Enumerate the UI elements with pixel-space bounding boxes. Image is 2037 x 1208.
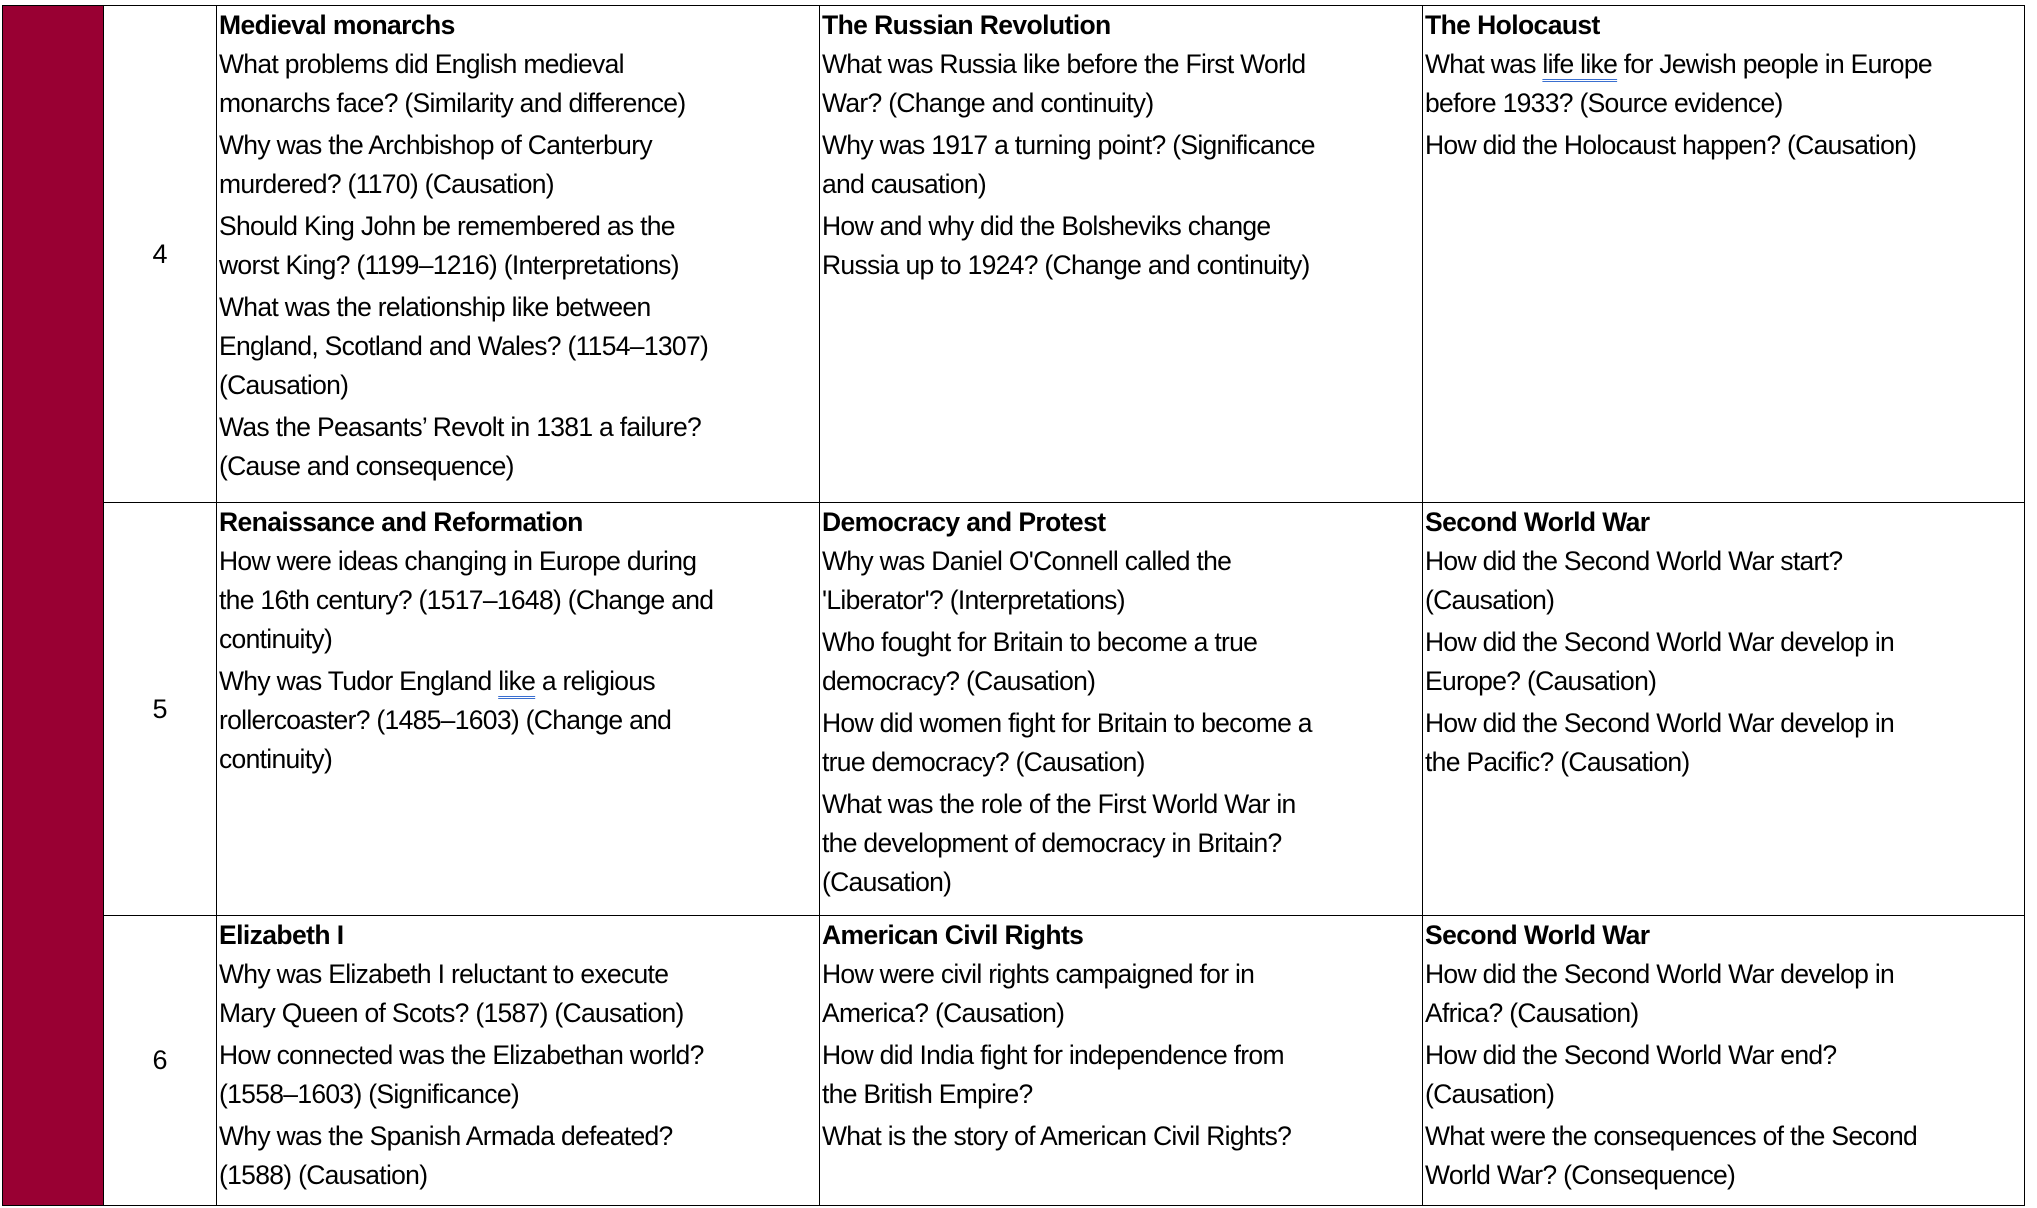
enquiry-question	[219, 955, 817, 1033]
question-line: Why was the Spanish Armada defeated?	[219, 1121, 673, 1151]
question-line: How did the Second World War start?	[1425, 546, 1843, 576]
grammar-flag[interactable]: like	[498, 666, 536, 696]
grammar-flag[interactable]: life like	[1542, 49, 1618, 79]
question-line: England, Scotland and Wales? (1154–1307)	[219, 331, 709, 361]
enquiry-question	[219, 408, 817, 486]
question-line: What problems did English medieval	[219, 49, 624, 79]
topic-title: Renaissance and Reformation	[219, 507, 583, 537]
enquiry-question	[822, 704, 1420, 782]
enquiry-question	[1425, 126, 2022, 165]
question-line: How did the Holocaust happen? (Causation)	[1425, 130, 1917, 160]
colour-band	[3, 6, 104, 1206]
table-row-year-6	[3, 916, 2025, 1206]
question-line: How did women fight for Britain to become a	[822, 708, 1312, 738]
topic-title: Second World War	[1425, 920, 1650, 950]
topic-cell[interactable]	[820, 916, 1423, 1206]
curriculum-table	[2, 5, 2025, 1206]
question-line: Mary Queen of Scots? (1587) (Causation)	[219, 998, 684, 1028]
question-line: Was the Peasants’ Revolt in 1381 a failure?	[219, 412, 702, 442]
enquiry-question	[219, 542, 817, 659]
question-line: and causation)	[822, 169, 987, 199]
topic-title: Elizabeth I	[219, 920, 344, 950]
question-line: (1588) (Causation)	[219, 1160, 428, 1190]
enquiry-question	[219, 45, 817, 123]
question-line: (Causation)	[219, 370, 349, 400]
question-line: Why was Daniel O'Connell called the	[822, 546, 1232, 576]
enquiry-question	[1425, 1036, 2022, 1114]
enquiry-question	[822, 1036, 1420, 1114]
question-line: monarchs face? (Similarity and difference)	[219, 88, 686, 118]
topic-cell[interactable]	[820, 503, 1423, 916]
enquiry-question	[822, 785, 1420, 902]
question-line: What is the story of American Civil Rights?	[822, 1121, 1292, 1151]
topic-title: Second World War	[1425, 507, 1650, 537]
question-line: Why was 1917 a turning point? (Significance	[822, 130, 1315, 160]
question-line: (Cause and consequence)	[219, 451, 514, 481]
question-line: the 16th century? (1517–1648) (Change and	[219, 585, 714, 615]
question-line: How did the Second World War develop in	[1425, 627, 1895, 657]
enquiry-question	[1425, 623, 2022, 701]
enquiry-question	[822, 126, 1420, 204]
question-line: How were civil rights campaigned for in	[822, 959, 1255, 989]
question-line: America? (Causation)	[822, 998, 1065, 1028]
question-line: What was the relationship like between	[219, 292, 651, 322]
enquiry-question	[219, 126, 817, 204]
question-line: (Causation)	[1425, 1079, 1555, 1109]
table-row-year-5	[3, 503, 2025, 916]
question-line: How did the Second World War develop in	[1425, 708, 1895, 738]
question-line: Why was the Archbishop of Canterbury	[219, 130, 652, 160]
question-line: Why was Elizabeth I reluctant to execute	[219, 959, 669, 989]
question-line: the British Empire?	[822, 1079, 1033, 1109]
question-line: What was Russia like before the First World	[822, 49, 1306, 79]
question-line: What was the role of the First World War in	[822, 789, 1296, 819]
enquiry-question	[219, 1117, 817, 1195]
enquiry-question	[822, 955, 1420, 1033]
topic-cell[interactable]	[217, 916, 820, 1206]
question-line: (1558–1603) (Significance)	[219, 1079, 519, 1109]
enquiry-question	[219, 662, 817, 779]
topic-cell[interactable]	[217, 6, 820, 503]
topic-cell[interactable]	[1423, 6, 2025, 503]
question-line: the Pacific? (Causation)	[1425, 747, 1690, 777]
question-line: before 1933? (Source evidence)	[1425, 88, 1783, 118]
question-line: continuity)	[219, 744, 333, 774]
table-row-year-4	[3, 6, 2025, 503]
question-line: Europe? (Causation)	[1425, 666, 1657, 696]
topic-title: Democracy and Protest	[822, 507, 1106, 537]
question-line: continuity)	[219, 624, 333, 654]
topic-title: The Russian Revolution	[822, 10, 1111, 40]
question-line: What was life like for Jewish people in Europe	[1425, 49, 1932, 79]
question-line: How did the Second World War develop in	[1425, 959, 1895, 989]
question-line: How and why did the Bolsheviks change	[822, 211, 1271, 241]
question-line: Who fought for Britain to become a true	[822, 627, 1258, 657]
topic-cell[interactable]	[820, 6, 1423, 503]
question-line: murdered? (1170) (Causation)	[219, 169, 554, 199]
enquiry-question	[822, 45, 1420, 123]
enquiry-question	[219, 288, 817, 405]
enquiry-question	[1425, 542, 2022, 620]
topic-cell[interactable]	[217, 503, 820, 916]
question-line: true democracy? (Causation)	[822, 747, 1145, 777]
question-line: (Causation)	[1425, 585, 1555, 615]
enquiry-question	[822, 542, 1420, 620]
table-body	[3, 6, 2025, 1206]
enquiry-question	[822, 623, 1420, 701]
enquiry-question	[1425, 955, 2022, 1033]
enquiry-question	[1425, 704, 2022, 782]
topic-title: Medieval monarchs	[219, 10, 455, 40]
question-line: What were the consequences of the Second	[1425, 1121, 1918, 1151]
question-line: How connected was the Elizabethan world?	[219, 1040, 704, 1070]
question-line: 'Liberator'? (Interpretations)	[822, 585, 1125, 615]
question-line: (Causation)	[822, 867, 952, 897]
enquiry-question	[1425, 45, 2022, 123]
question-line: rollercoaster? (1485–1603) (Change and	[219, 705, 672, 735]
question-line: Africa? (Causation)	[1425, 998, 1639, 1028]
question-line: worst King? (1199–1216) (Interpretations)	[219, 250, 679, 280]
topic-title: The Holocaust	[1425, 10, 1600, 40]
question-line: How did India fight for independence from	[822, 1040, 1284, 1070]
question-line: Why was Tudor England like a religious	[219, 666, 655, 696]
topic-title: American Civil Rights	[822, 920, 1084, 950]
question-line: World War? (Consequence)	[1425, 1160, 1736, 1190]
topic-cell[interactable]	[1423, 916, 2025, 1206]
enquiry-question	[822, 1117, 1420, 1156]
enquiry-question	[219, 207, 817, 285]
enquiry-question	[1425, 1117, 2022, 1195]
enquiry-question	[822, 207, 1420, 285]
year-number: 5	[104, 503, 217, 916]
question-line: How were ideas changing in Europe during	[219, 546, 697, 576]
question-line: How did the Second World War end?	[1425, 1040, 1837, 1070]
question-line: Should King John be remembered as the	[219, 211, 675, 241]
enquiry-question	[219, 1036, 817, 1114]
topic-cell[interactable]	[1423, 503, 2025, 916]
question-line: the development of democracy in Britain?	[822, 828, 1282, 858]
year-number: 4	[104, 6, 217, 503]
question-line: democracy? (Causation)	[822, 666, 1096, 696]
question-line: War? (Change and continuity)	[822, 88, 1154, 118]
question-line: Russia up to 1924? (Change and continuity)	[822, 250, 1310, 280]
year-number: 6	[104, 916, 217, 1206]
